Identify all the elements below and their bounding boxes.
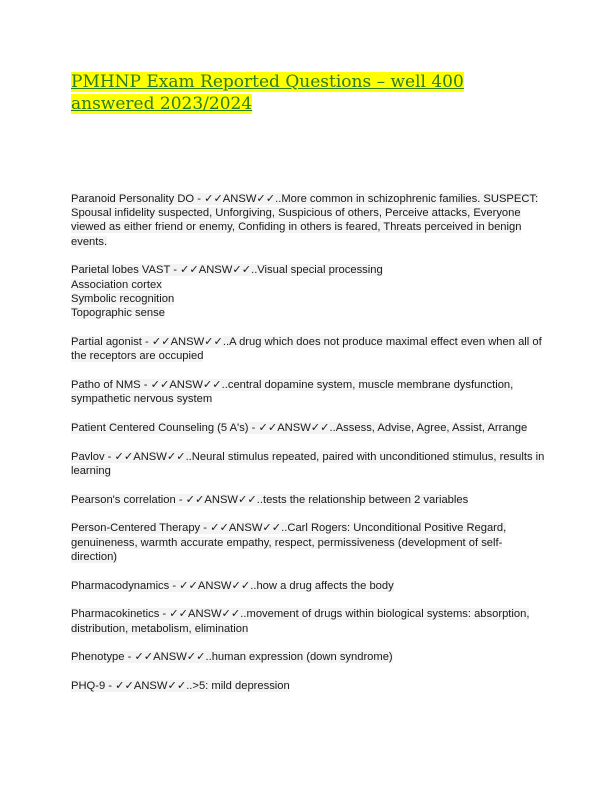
qa-entry [71, 450, 546, 478]
qa-entry [71, 493, 546, 507]
qa-text: Person-Centered Therapy - ✓✓ANSW✓✓..Carl Rogers: Unconditional Positive Regard, genuineness, warmth accurate empathy, respect, permissiveness (development of self-direction) [71, 522, 507, 563]
qa-text: Phenotype - ✓✓ANSW✓✓..human expression (down syndrome) [71, 651, 393, 664]
qa-text: Pavlov - ✓✓ANSW✓✓..Neural stimulus repeated, paired with unconditioned stimulus, results in learning [71, 450, 545, 477]
qa-entry [71, 679, 546, 693]
qa-entry [71, 607, 546, 635]
qa-text: Pharmacokinetics - ✓✓ANSW✓✓..movement of drugs within biological systems: absorption, distribution, metabolism, elimination [71, 608, 530, 635]
qa-entry [71, 378, 546, 406]
qa-text: Pearson's correlation - ✓✓ANSW✓✓..tests the relationship between 2 variables [71, 493, 469, 506]
qa-text: Paranoid Personality DO - ✓✓ANSW✓✓..More common in schizophrenic families. SUSPECT: Spousal infidelity suspected, Unforgiving, Suspicious of others, Perceive attacks, Everyone viewed as either friend or enemy, Confiding in others is feared, Threats perceived in benign events. [71, 193, 539, 248]
qa-text: Pharmacodynamics - ✓✓ANSW✓✓..how a drug affects the body [71, 579, 394, 592]
qa-entry [71, 650, 546, 664]
qa-text: Parietal lobes VAST - ✓✓ANSW✓✓..Visual special processing Association cortex Symbolic recognition Topographic sense [71, 264, 383, 320]
qa-text: Partial agonist - ✓✓ANSW✓✓..A drug which does not produce maximal effect even when all of the receptors are occupied [71, 335, 542, 363]
document-title [71, 71, 541, 115]
qa-entry [71, 521, 546, 564]
qa-entry [71, 335, 546, 363]
qa-entry [71, 263, 546, 320]
qa-entry [71, 421, 546, 435]
qa-list [71, 192, 546, 708]
qa-text: PHQ-9 - ✓✓ANSW✓✓..>5: mild depression [71, 680, 290, 693]
title-text: PMHNP Exam Reported Questions – well 400 answered 2023/2024 [71, 72, 464, 114]
qa-text: Patient Centered Counseling (5 A's) - ✓✓ANSW✓✓..Assess, Advise, Agree, Assist, Arrange [71, 421, 528, 434]
qa-text: Patho of NMS - ✓✓ANSW✓✓..central dopamine system, muscle membrane dysfunction, sympathetic nervous system [71, 378, 514, 406]
qa-entry [71, 192, 546, 249]
qa-entry [71, 579, 546, 593]
